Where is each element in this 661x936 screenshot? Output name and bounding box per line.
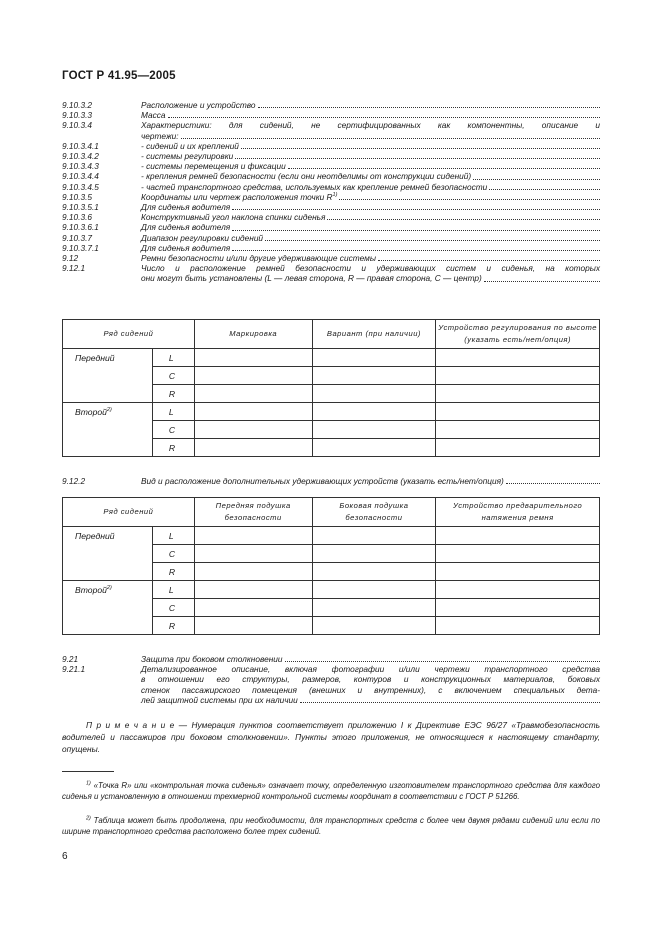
table-cell [194, 349, 312, 367]
header-pretensioner: Устройство предварительного натяжения ремня [436, 498, 600, 527]
dot-leader [232, 209, 600, 210]
clause-line-text: Расположение и устройство [141, 100, 256, 110]
clause-line-text: Для сиденья водителя [141, 222, 231, 233]
clause-line [141, 161, 600, 171]
clause-line-text: Для сиденья водителя [141, 202, 231, 213]
dot-leader [300, 702, 600, 703]
clause-line [141, 100, 600, 110]
clause-text [141, 222, 600, 232]
clause-line [141, 654, 600, 664]
table-cell [194, 421, 312, 439]
clause-line-text [141, 151, 233, 161]
clause-number: 9.10.3.7.1 [62, 242, 99, 253]
table-row [63, 349, 600, 367]
header-variant: Вариант (при наличии) [312, 320, 436, 349]
clause-line [141, 192, 600, 202]
clause-number: 9.12.1 [62, 263, 86, 274]
clause-line-text [141, 182, 487, 192]
table-cell [312, 563, 436, 581]
clause-number: 9.10.3.4 [62, 120, 92, 131]
seat-position: R [152, 439, 194, 457]
dot-leader [473, 179, 600, 180]
dot-leader [232, 250, 600, 251]
clause-line-text [141, 192, 337, 202]
clause-item [62, 100, 600, 110]
dot-leader [288, 168, 600, 169]
clause-line-text [141, 141, 239, 151]
clause-item [62, 243, 600, 253]
clause-number: 9.10.3.5.1 [62, 202, 99, 213]
clause-item [62, 120, 600, 140]
clause-text [141, 233, 600, 243]
table-cell [312, 581, 436, 599]
clause-line: Детализированное описание, включая фотографии и/или чертежи транспортного средства [141, 664, 600, 675]
clause-line-text [141, 161, 286, 171]
clause-line [141, 253, 600, 263]
table-cell [436, 349, 600, 367]
dot-leader [327, 219, 600, 220]
clause-item [62, 171, 600, 181]
dot-leader [265, 240, 600, 241]
table-cell [312, 367, 436, 385]
clause-item [62, 476, 600, 486]
seat-position: R [152, 563, 194, 581]
clause-line: Число и расположение ремней безопасности и удерживающих систем и сиденья, на которых [141, 263, 600, 274]
clause-line [141, 171, 600, 181]
clause-number: 9.10.3.6 [62, 212, 92, 223]
table-cell [312, 527, 436, 545]
seat-position: C [152, 599, 194, 617]
table-cell [312, 439, 436, 457]
table-cell [194, 367, 312, 385]
clause-number: 9.21.1 [62, 664, 86, 675]
footnote-mark: 2) [86, 815, 91, 822]
clause-number: 9.10.3.4.4 [62, 171, 99, 182]
clause-line [141, 141, 600, 151]
table-cell [436, 385, 600, 403]
seat-row-label: Второй [75, 585, 107, 595]
clause-number: 9.10.3.6.1 [62, 222, 99, 233]
clause-list-bottom [62, 654, 600, 705]
clause-line [141, 131, 600, 141]
seat-position: R [152, 617, 194, 635]
dot-leader [489, 189, 600, 190]
table-cell [436, 527, 600, 545]
table-header-row [63, 320, 600, 349]
note [62, 719, 600, 755]
clause-line-text: Диапазон регулировки сидений [141, 232, 264, 243]
clause-line-text: Конструктивный угол наклона спинки сиденья [141, 212, 326, 223]
clause-line-text [141, 202, 230, 212]
clause-line-text: они могут быть установлены (L — левая сторона, R — правая сторона, C — центр) [141, 273, 482, 284]
footnote-ref: 2) [106, 407, 112, 414]
clause-item [62, 654, 600, 664]
clause-line-text: Защита при боковом столкновении [141, 654, 283, 664]
clause-number: 9.10.3.2 [62, 100, 92, 110]
clause-line-text: - крепления ремней безопасности (если они неотделимы от конструкции сидений) [141, 171, 472, 182]
table-cell [194, 385, 312, 403]
table-cell [194, 563, 312, 581]
seat-row-name [63, 349, 153, 403]
clause-line-text: Масса [141, 110, 166, 121]
dot-leader [181, 138, 600, 139]
table-cell [436, 403, 600, 421]
clause-item [62, 141, 600, 151]
clause-item [62, 222, 600, 232]
footnote-ref: 1) [332, 192, 338, 199]
table-cell [436, 581, 600, 599]
clause-line-text [141, 110, 166, 120]
clause-text [141, 476, 600, 486]
clause-text [141, 110, 600, 120]
table-cell [436, 439, 600, 457]
clause-item [62, 202, 600, 212]
clause-text [141, 151, 600, 161]
clause-number: 9.10.3.4.5 [62, 181, 99, 192]
table-cell [312, 421, 436, 439]
seat-position: L [152, 349, 194, 367]
dot-leader [232, 230, 600, 231]
header-height-adjust: Устройство регулирования по высоте (указать есть/нет/опция) [436, 320, 600, 349]
note-label: П р и м е ч а н и е [86, 720, 175, 730]
clause-item [62, 253, 600, 263]
seat-position: R [152, 385, 194, 403]
clause-9-12-2 [62, 476, 600, 486]
table-cell [194, 545, 312, 563]
clause-text [141, 654, 600, 664]
note-text: — Нумерация пунктов соответствует приложению I к Директиве ЕЭС 96/27 «Травмобезопасность водителей и пассажиров при боковом столкновении». Пункты этого приложения, не относящиеся к настоящему стандарту, опущены. [62, 720, 601, 754]
clause-number: 9.10.3.4.1 [62, 140, 99, 151]
seat-row-name [63, 403, 153, 457]
dot-leader [285, 661, 600, 662]
clause-text [141, 243, 600, 253]
seat-position: L [152, 403, 194, 421]
clause-line-text: Ремни безопасности и/или другие удерживающие системы [141, 253, 376, 264]
footnote-2 [62, 815, 600, 837]
seat-row-label: Второй [75, 407, 107, 417]
dot-leader [484, 281, 600, 282]
clause-line [141, 273, 600, 283]
clause-line: Характеристики: для сидений, не сертифицированных как компонентны, описание и [141, 120, 600, 131]
clause-text [141, 182, 600, 192]
clause-text [141, 212, 600, 222]
clause-number: 9.12 [62, 253, 79, 264]
clause-text [141, 192, 600, 202]
clause-line-text [141, 222, 230, 232]
clause-line-text [141, 243, 230, 253]
clause-line [141, 202, 600, 212]
table-cell [312, 617, 436, 635]
clause-number: 9.10.3.4.3 [62, 161, 99, 172]
table-header-row [63, 498, 600, 527]
clause-number: 9.12.2 [62, 476, 86, 486]
table-cell [194, 599, 312, 617]
table-row [63, 581, 600, 599]
seat-position: C [152, 421, 194, 439]
dot-leader [235, 158, 600, 159]
table-cell [436, 617, 600, 635]
table-cell [194, 403, 312, 421]
clause-text [141, 141, 600, 151]
footnote-ref: 2) [106, 585, 112, 592]
dot-leader [339, 199, 600, 200]
clause-text [141, 253, 600, 263]
clause-line-text [141, 171, 471, 181]
clause-text [141, 120, 600, 140]
clause-line-text: - частей транспортного средства, используемых как крепление ремней безопасности [141, 181, 488, 192]
clause-line-text: - системы перемещения и фиксации [141, 161, 286, 172]
header-front-airbag: Передняя подушка безопасности [194, 498, 312, 527]
clause-item [62, 192, 600, 202]
footnote-text: Таблица может быть продолжена, при необходимости, для транспортных средств с более чем двумя рядами сидений или если по ширине транспортного средства расположено более трех сидений. [62, 816, 600, 836]
clause-line: в отношении его структуры, размеров, контуров и конструкционных материалов, боковых [141, 674, 600, 685]
dot-leader [241, 148, 600, 149]
clause-line-text: Вид и расположение дополнительных удерживающих устройств (указать есть/нет/опция) [141, 476, 504, 486]
table-cell [312, 599, 436, 617]
header-marking: Маркировка [194, 320, 312, 349]
seat-row-name [63, 527, 153, 581]
table-cell [194, 439, 312, 457]
header-seat-row: Ряд сидений [63, 320, 195, 349]
clause-item [62, 110, 600, 120]
clause-line: стенок пассажирского помещения (внешних и внутренних), с включением специальных дета- [141, 684, 600, 695]
table-cell [436, 421, 600, 439]
clause-line [141, 222, 600, 232]
dot-leader [378, 260, 600, 261]
clause-line-text [141, 212, 325, 222]
restraint-table [62, 497, 600, 635]
footnote-text: «Точка R» или «контрольная точка сиденья» означает точку, определенную изготовителем транспортного средства для каждого сиденья и установленную в отношении трехмерной контрольной системы координат в соответствии с ГОСТ Р 51266. [62, 781, 600, 801]
clause-line-text: - сидений и их креплений [141, 140, 239, 151]
dot-leader [258, 107, 600, 108]
seat-row-name [63, 581, 153, 635]
header-seat-row: Ряд сидений [63, 498, 195, 527]
table-cell [436, 545, 600, 563]
seat-row-label: Передний [75, 531, 115, 541]
seat-position: L [152, 527, 194, 545]
dot-leader [168, 117, 600, 118]
clause-number: 9.10.3.5 [62, 191, 92, 202]
clause-item [62, 233, 600, 243]
table-cell [194, 527, 312, 545]
clause-text [141, 171, 600, 181]
clause-item [62, 664, 600, 705]
clause-line [141, 212, 600, 222]
table-cell [312, 349, 436, 367]
table-cell [436, 563, 600, 581]
clause-line-text [141, 253, 376, 263]
footnote-mark: 1) [86, 780, 91, 787]
clause-line [141, 110, 600, 120]
seat-position: C [152, 545, 194, 563]
clause-line-text [141, 233, 263, 243]
seat-row-label: Передний [75, 353, 115, 363]
table-row [63, 527, 600, 545]
clause-item [62, 263, 600, 283]
clause-line [141, 476, 600, 486]
clause-line-text [141, 100, 256, 110]
clause-text [141, 664, 600, 705]
clause-line-text: Для сиденья водителя [141, 242, 231, 253]
clause-text [141, 161, 600, 171]
clause-item [62, 182, 600, 192]
clause-item [62, 161, 600, 171]
table-cell [312, 545, 436, 563]
seat-position: L [152, 581, 194, 599]
table-cell [312, 385, 436, 403]
page-number: 6 [62, 851, 68, 862]
table-cell [436, 367, 600, 385]
clause-item [62, 212, 600, 222]
table-row [63, 403, 600, 421]
clause-number: 9.10.3.4.2 [62, 151, 99, 162]
clause-line-text [141, 654, 283, 664]
table-cell [436, 599, 600, 617]
footnote-1 [62, 780, 600, 802]
seat-belt-table [62, 319, 600, 457]
table-cell [194, 581, 312, 599]
clause-number: 9.21 [62, 654, 79, 664]
clause-number: 9.10.3.3 [62, 110, 92, 121]
clause-line [141, 182, 600, 192]
clause-line-text: - системы регулировки [141, 151, 234, 162]
header-side-airbag: Боковая подушка безопасности [312, 498, 436, 527]
clause-text [141, 202, 600, 212]
table-cell [312, 403, 436, 421]
table-cell [194, 617, 312, 635]
page-header: ГОСТ Р 41.95—2005 [62, 70, 176, 82]
clause-line [141, 151, 600, 161]
clause-line [141, 243, 600, 253]
clause-text [141, 100, 600, 110]
clause-line-text: Координаты или чертеж расположения точки R [141, 191, 333, 202]
clause-line [141, 695, 600, 705]
seat-position: C [152, 367, 194, 385]
clause-line-text: чертежи: [141, 130, 179, 141]
clause-item [62, 151, 600, 161]
clause-line-text: лей защитной системы при их наличии [141, 694, 298, 705]
clause-text [141, 263, 600, 283]
clause-number: 9.10.3.7 [62, 232, 92, 243]
dot-leader [506, 483, 600, 484]
footnote-separator [62, 771, 114, 772]
clause-line [141, 233, 600, 243]
clause-list-top [62, 100, 600, 284]
